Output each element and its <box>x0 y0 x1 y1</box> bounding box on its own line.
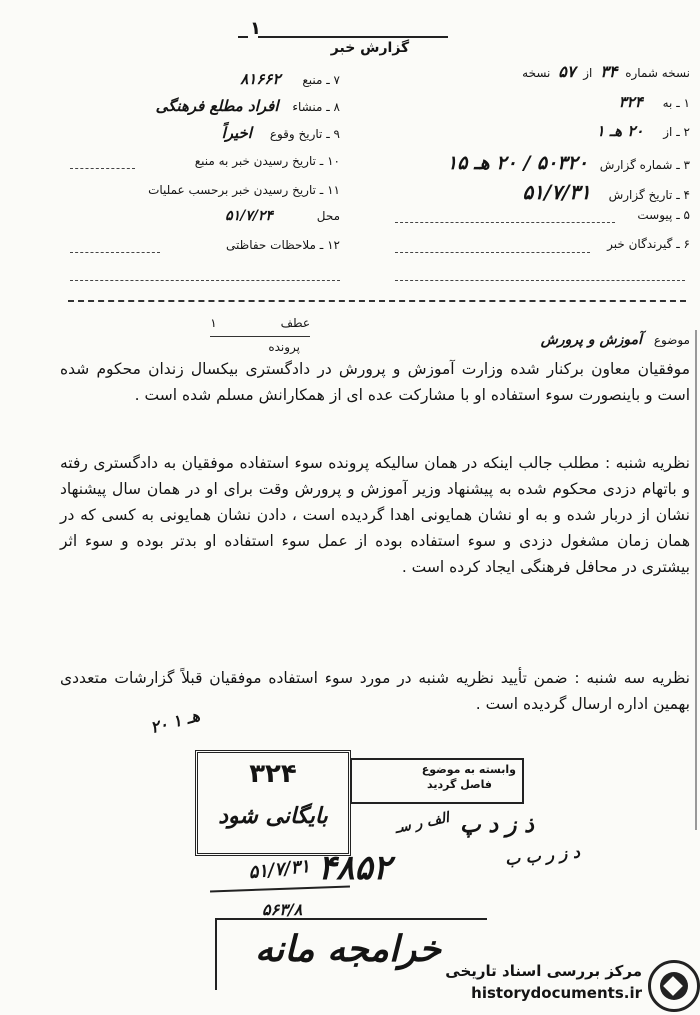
subject-line <box>440 332 690 348</box>
signature-date: ۵۱/۷/۳۱ <box>247 855 311 884</box>
reference-value: ۱ <box>210 316 217 330</box>
field-source-received-line <box>70 168 135 169</box>
bottom-code: ۵۶۳/۸ <box>262 900 303 919</box>
field-value: ۵۱/۷/۳۱ <box>522 180 591 204</box>
field-blank-line <box>395 280 685 281</box>
field-security-line <box>70 252 160 253</box>
watermark-logo-icon <box>648 960 700 1012</box>
field-value: ۲۰ هـ ۱ <box>596 122 644 140</box>
field-label: ۲ ـ از <box>663 125 690 139</box>
field-place <box>70 208 340 224</box>
handwritten-note-2: الف ر سـ <box>393 809 451 837</box>
field-source <box>70 70 340 88</box>
stamp-line: فاصل گردید <box>427 778 492 791</box>
field-occurrence-date <box>70 124 340 142</box>
section-divider <box>68 300 686 302</box>
header-top-line <box>238 36 248 38</box>
field-value: ۳۲۴ <box>618 93 643 111</box>
handwritten-note-1: ذ ز د پ <box>460 812 534 838</box>
header-line-right <box>258 36 448 38</box>
field-security-notes <box>70 238 340 252</box>
field-recipients <box>470 237 690 251</box>
field-label: از <box>583 66 593 80</box>
archive-stamp <box>195 750 351 856</box>
subject-label: موضوع <box>653 333 690 347</box>
field-report-date <box>380 180 690 204</box>
field-value: افراد مطلع فرهنگی <box>155 97 279 115</box>
reference-label: عطف <box>280 316 310 330</box>
stamp-line: وابسته به موضوع <box>421 763 516 776</box>
field-report-number <box>350 152 690 174</box>
handwritten-note-3: د ز ر ب ب <box>504 842 581 870</box>
field-from <box>470 122 690 140</box>
field-recipients-line <box>395 252 590 253</box>
field-value: ۵۷ <box>558 62 576 81</box>
report-title: گزارش خبر <box>330 40 410 56</box>
reference-atf <box>200 316 310 330</box>
field-label: ۶ ـ گیرندگان خبر <box>607 237 690 251</box>
field-label: ۹ ـ تاریخ وقوع <box>269 127 340 141</box>
related-stamp <box>350 758 524 804</box>
field-label: ۱۲ ـ ملاحظات حفاظتی <box>226 238 340 252</box>
field-ops-received-date <box>70 183 340 197</box>
field-label: ۱ ـ به <box>662 96 690 110</box>
paragraph-tuesday-opinion: نظریه سه شنبه : ضمن تأیید نظریه شنبه در مورد سوء استفاده موفقیان قبلاً گزارشات متعددی بهمین اداره ارسال گردیده است . <box>60 669 690 713</box>
file-number: ۴۸۵۲ <box>318 848 392 888</box>
field-source-received-date <box>70 154 340 168</box>
subject-value: آموزش و پرورش <box>540 332 642 348</box>
stamp-number: ۳۲۴ <box>249 759 297 789</box>
binding-edge-line <box>695 330 697 830</box>
field-label: محل <box>316 209 340 223</box>
signature-underline <box>210 886 350 893</box>
paragraph-summary: موفقیان معاون برکنار شده وزارت آموزش و پرورش در دادگستری بیکسال زندان محکوم شده است و باینصورت سوء استفاده او با مشارکت عده ای از همکارانش مسلم شده است . <box>60 360 690 404</box>
archive-label: خرامجه مانه <box>254 928 442 970</box>
watermark-text-en: historydocuments.ir <box>471 984 642 1002</box>
reference-separator <box>210 336 310 337</box>
handwritten-margin-note: ۲۰ هـ ۱ <box>148 705 202 738</box>
stamp-text: بایگانی شود <box>218 803 328 829</box>
field-label: ۱۱ ـ تاریخ رسیدن خبر برحسب عملیات <box>148 183 340 197</box>
field-value: ۵۰۳۲۰ / ۲۰ هـ ۱۵ <box>447 152 588 174</box>
field-attachment-line <box>395 222 615 223</box>
field-value: اخیراً <box>221 124 252 142</box>
field-value: ۳۴ <box>600 62 618 81</box>
field-label: نسخه <box>522 66 551 80</box>
field-label: ۸ ـ منشاء <box>292 100 340 114</box>
paragraph-saturday-opinion: نظریه شنبه : مطلب جالب اینکه در همان سالیکه پرونده سوء استفاده موفقیان به دادگستری رفته و باتهام دزدی محکوم شده به پیشنهاد وزیر آموزش و پرورش وقت برای او در همان سال پیشنهاد نشان از دربار شده و به او نشان همایونی اهدا گردیده است ، دادن نشان همایونی به کسی که در همان زمان مشغول دزدی و سوء استفاده بوده از عمل سوء استفاده او بدتر بوده و سوء اثر بیشتری در محافل فرهنگی ایجاد کرده است . <box>60 454 690 576</box>
field-copy-number <box>395 62 690 81</box>
field-label: ۱۰ ـ تاریخ رسیدن خبر به منبع <box>194 154 340 168</box>
field-label: ۵ ـ پیوست <box>637 208 690 222</box>
field-label: ۴ ـ تاریخ گزارش <box>608 188 690 202</box>
field-value: ۸۱۶۶۲ <box>240 70 281 88</box>
watermark-text-fa: مرکز بررسی اسناد تاریخی <box>445 962 642 980</box>
field-label: نسخه شماره <box>625 66 690 80</box>
field-origin <box>70 97 340 115</box>
field-value: ۵۱/۷/۲۴ <box>225 208 273 224</box>
field-to <box>470 93 690 111</box>
field-label: ۷ ـ منبع <box>302 73 340 87</box>
page-number: ١ <box>250 18 261 39</box>
field-label: ۳ ـ شماره گزارش <box>599 158 690 172</box>
field-blank-line-left <box>70 280 340 281</box>
field-attachment <box>470 208 690 222</box>
reference-parvandeh: پرونده <box>268 340 300 354</box>
